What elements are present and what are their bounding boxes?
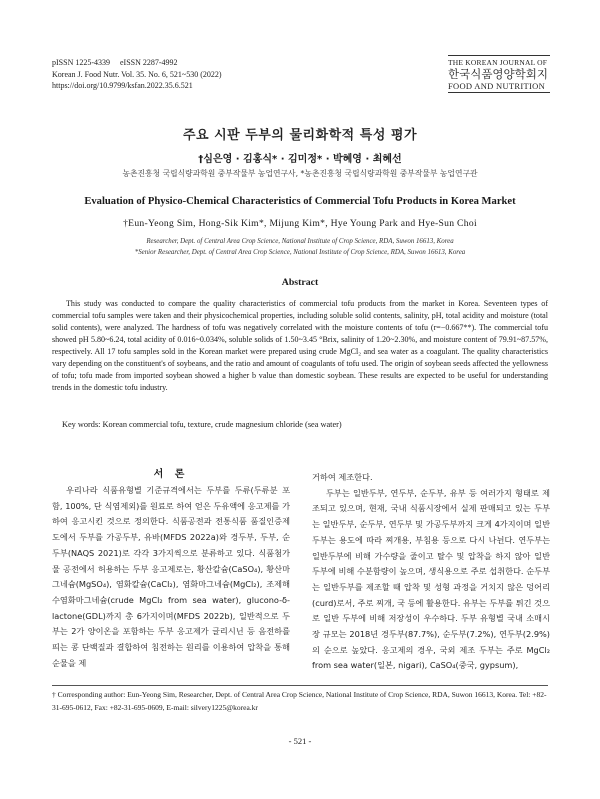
journal-name-line3: FOOD AND NUTRITION xyxy=(448,81,550,93)
corresponding-author-footnote: † Corresponding author: Eun-Yeong Sim, Researcher, Dept. of Central Area Crop Science, National Institute of Crop Science, RDA, Suwon 16613, Korea. Tel: +82-31-695-0612, Fax: +82-31-695-0609, E-mail: silvery1225@korea.kr xyxy=(52,690,547,712)
abstract-text: This study was conducted to compare the quality characteristics of commercial tofu products from the market in Korea. Seventeen types of commercial tofu samples were taken and their physicochemical properties, including soluble solid contents, salinity, pH, total acidity and moisture (total solid contents), were analyzed. The hardness of tofu was negatively correlated with the moisture contents of tofu (r=−0.667**). The commercial tofu showed pH 5.80~6.24, total acidity of 0.016~0.034%, soluble solids of 1.50~3.45 °Brix, salinity of 1.20~2.30%, and moisture content of 79.91~87.57%, respectively. All 17 tofu samples sold in the Korean market were prepared using crude MgCl₂ and sea water as a coagulant. The quality characteristics vary depending on the constituent's of soybeans, and the ratio and amount of coagulants of tofu used. The origin of soybean seeds affected the yellowness of tofu; tofu made from imported soybean showed a higher b value than domestic soybean. These results are expected to be useful for understanding trends in the domestic tofu industry. xyxy=(52,299,548,392)
issn-line: pISSN 1225-4339 eISSN 2287-4992 xyxy=(52,58,178,67)
journal-logo xyxy=(448,55,550,93)
doi-link[interactable]: https://doi.org/10.9799/ksfan.2022.35.6.521 xyxy=(52,81,193,90)
intro-paragraph-1: 우리나라 식품유형별 기준규격에서는 두부를 두류(두류분 포함, 100%, 단 식염제외)를 원료로 하여 얻은 두유액에 응고제를 가하여 응고시킨 것으로 정의한다. 식품공전과 전통식품 품질인증제도에서 두부를 가공두부, 유바(MFDS 2022a)와 경두부, 두부, 순두부(NAQS 2021)로 각각 3가지씩으로 분류하고 있다. 식품첨가물 공전에서 허용하는 두부 응고제로는, 황산칼슘(CaSO₄), 황산마그네슘(MgSO₄), 염화칼슘(CaCl₂), 염화마그네슘(MgCl₂), 조제해수염화마그네슘(crude MgCl₂ from sea water), glucono-δ-lactone(GDL)까지 총 6가지이며(MFDS 2022b), 일반적으로 두부는 2가 양이온을 포함하는 두부 응고제가 글리시닌 등 음전하를 띄는 콩 단백질과 결합하여 침전하는 원리를 이용하여 압착을 통해 순물을 제 xyxy=(52,485,290,668)
citation-line: Korean J. Food Nutr. Vol. 35. No. 6, 521~530 (2022) xyxy=(52,69,222,79)
journal-name-line1: THE KOREAN JOURNAL OF xyxy=(448,55,550,67)
intro-paragraph-2: 두부는 일반두부, 연두부, 순두부, 유부 등 여러가지 형태로 제조되고 있으며, 현재, 국내 식품시장에서 실제 판매되고 있는 두부는 일반두부, 순두부, 연두부 및 가공두부까지 크게 4가지이며 일반두부는 용도에 따라 찌개용, 부침용 등으로 다시 나뉜다. 연두부는 일반두부에 비해 가수량을 줄이고 탈수 및 압착을 하지 않아 일반 두부에 비해 수분함량이 높으며, 생식용으로 주로 섭취한다. 순두부는 일반두부를 제조할 때 압착 및 성형 과정을 거치지 않은 덩어리(curd)로서, 주로 찌개, 국 등에 활용한다. 유부는 두부를 튀긴 것으로 일반 두부에 비해 저장성이 우수하다. 두부 유형별 국내 소매시장 규모는 2018년 경두부(87.7%), 순두부(7.2%), 연두부(2.9%)의 순으로 높았다. 응고제의 경우, 국외 제조 두부는 주로 MgCl₂ from sea water(일본, nigari), CaSO₄(중국, gypsum), xyxy=(312,487,550,671)
body-column-left xyxy=(52,483,290,671)
english-authors: †Eun-Yeong Sim, Hong-Sik Kim*, Mijung Kim*, Hye Young Park and Hye-Sun Choi xyxy=(123,218,477,229)
korean-authors: †심은영 · 김홍식* · 김미정* · 박혜영 · 최혜선 xyxy=(198,154,402,165)
journal-name-korean: 한국식품영양학회지 xyxy=(448,67,548,81)
intro-paragraph-1-end: 거하여 제조한다. xyxy=(312,472,373,482)
section-heading-introduction: 서 론 xyxy=(153,469,189,480)
korean-affiliation: 농촌진흥청 국립식량과학원 중부작물부 농업연구사, *농촌진흥청 국립식량과학원 중부작물부 농업연구관 xyxy=(122,169,478,178)
page-number: - 521 - xyxy=(288,736,312,746)
keywords: Key words: Korean commercial tofu, texture, crude magnesium chloride (sea water) xyxy=(62,420,342,429)
body-column-right xyxy=(312,470,550,674)
english-affiliation-2: *Senior Researcher, Dept. of Central Area Crop Science, National Institute of Crop Science, RDA, Suwon 16613, Korea xyxy=(134,249,466,256)
footnote-divider xyxy=(52,685,548,686)
citation-block xyxy=(52,57,222,92)
english-affiliation-1: Researcher, Dept. of Central Area Crop Science, National Institute of Crop Science, RDA, Suwon 16613, Korea xyxy=(146,238,454,245)
abstract-heading: Abstract xyxy=(281,277,319,288)
english-title: Evaluation of Physico-Chemical Characteristics of Commercial Tofu Products in Korea Market xyxy=(84,196,516,207)
korean-title: 주요 시판 두부의 물리화학적 특성 평가 xyxy=(182,128,418,143)
